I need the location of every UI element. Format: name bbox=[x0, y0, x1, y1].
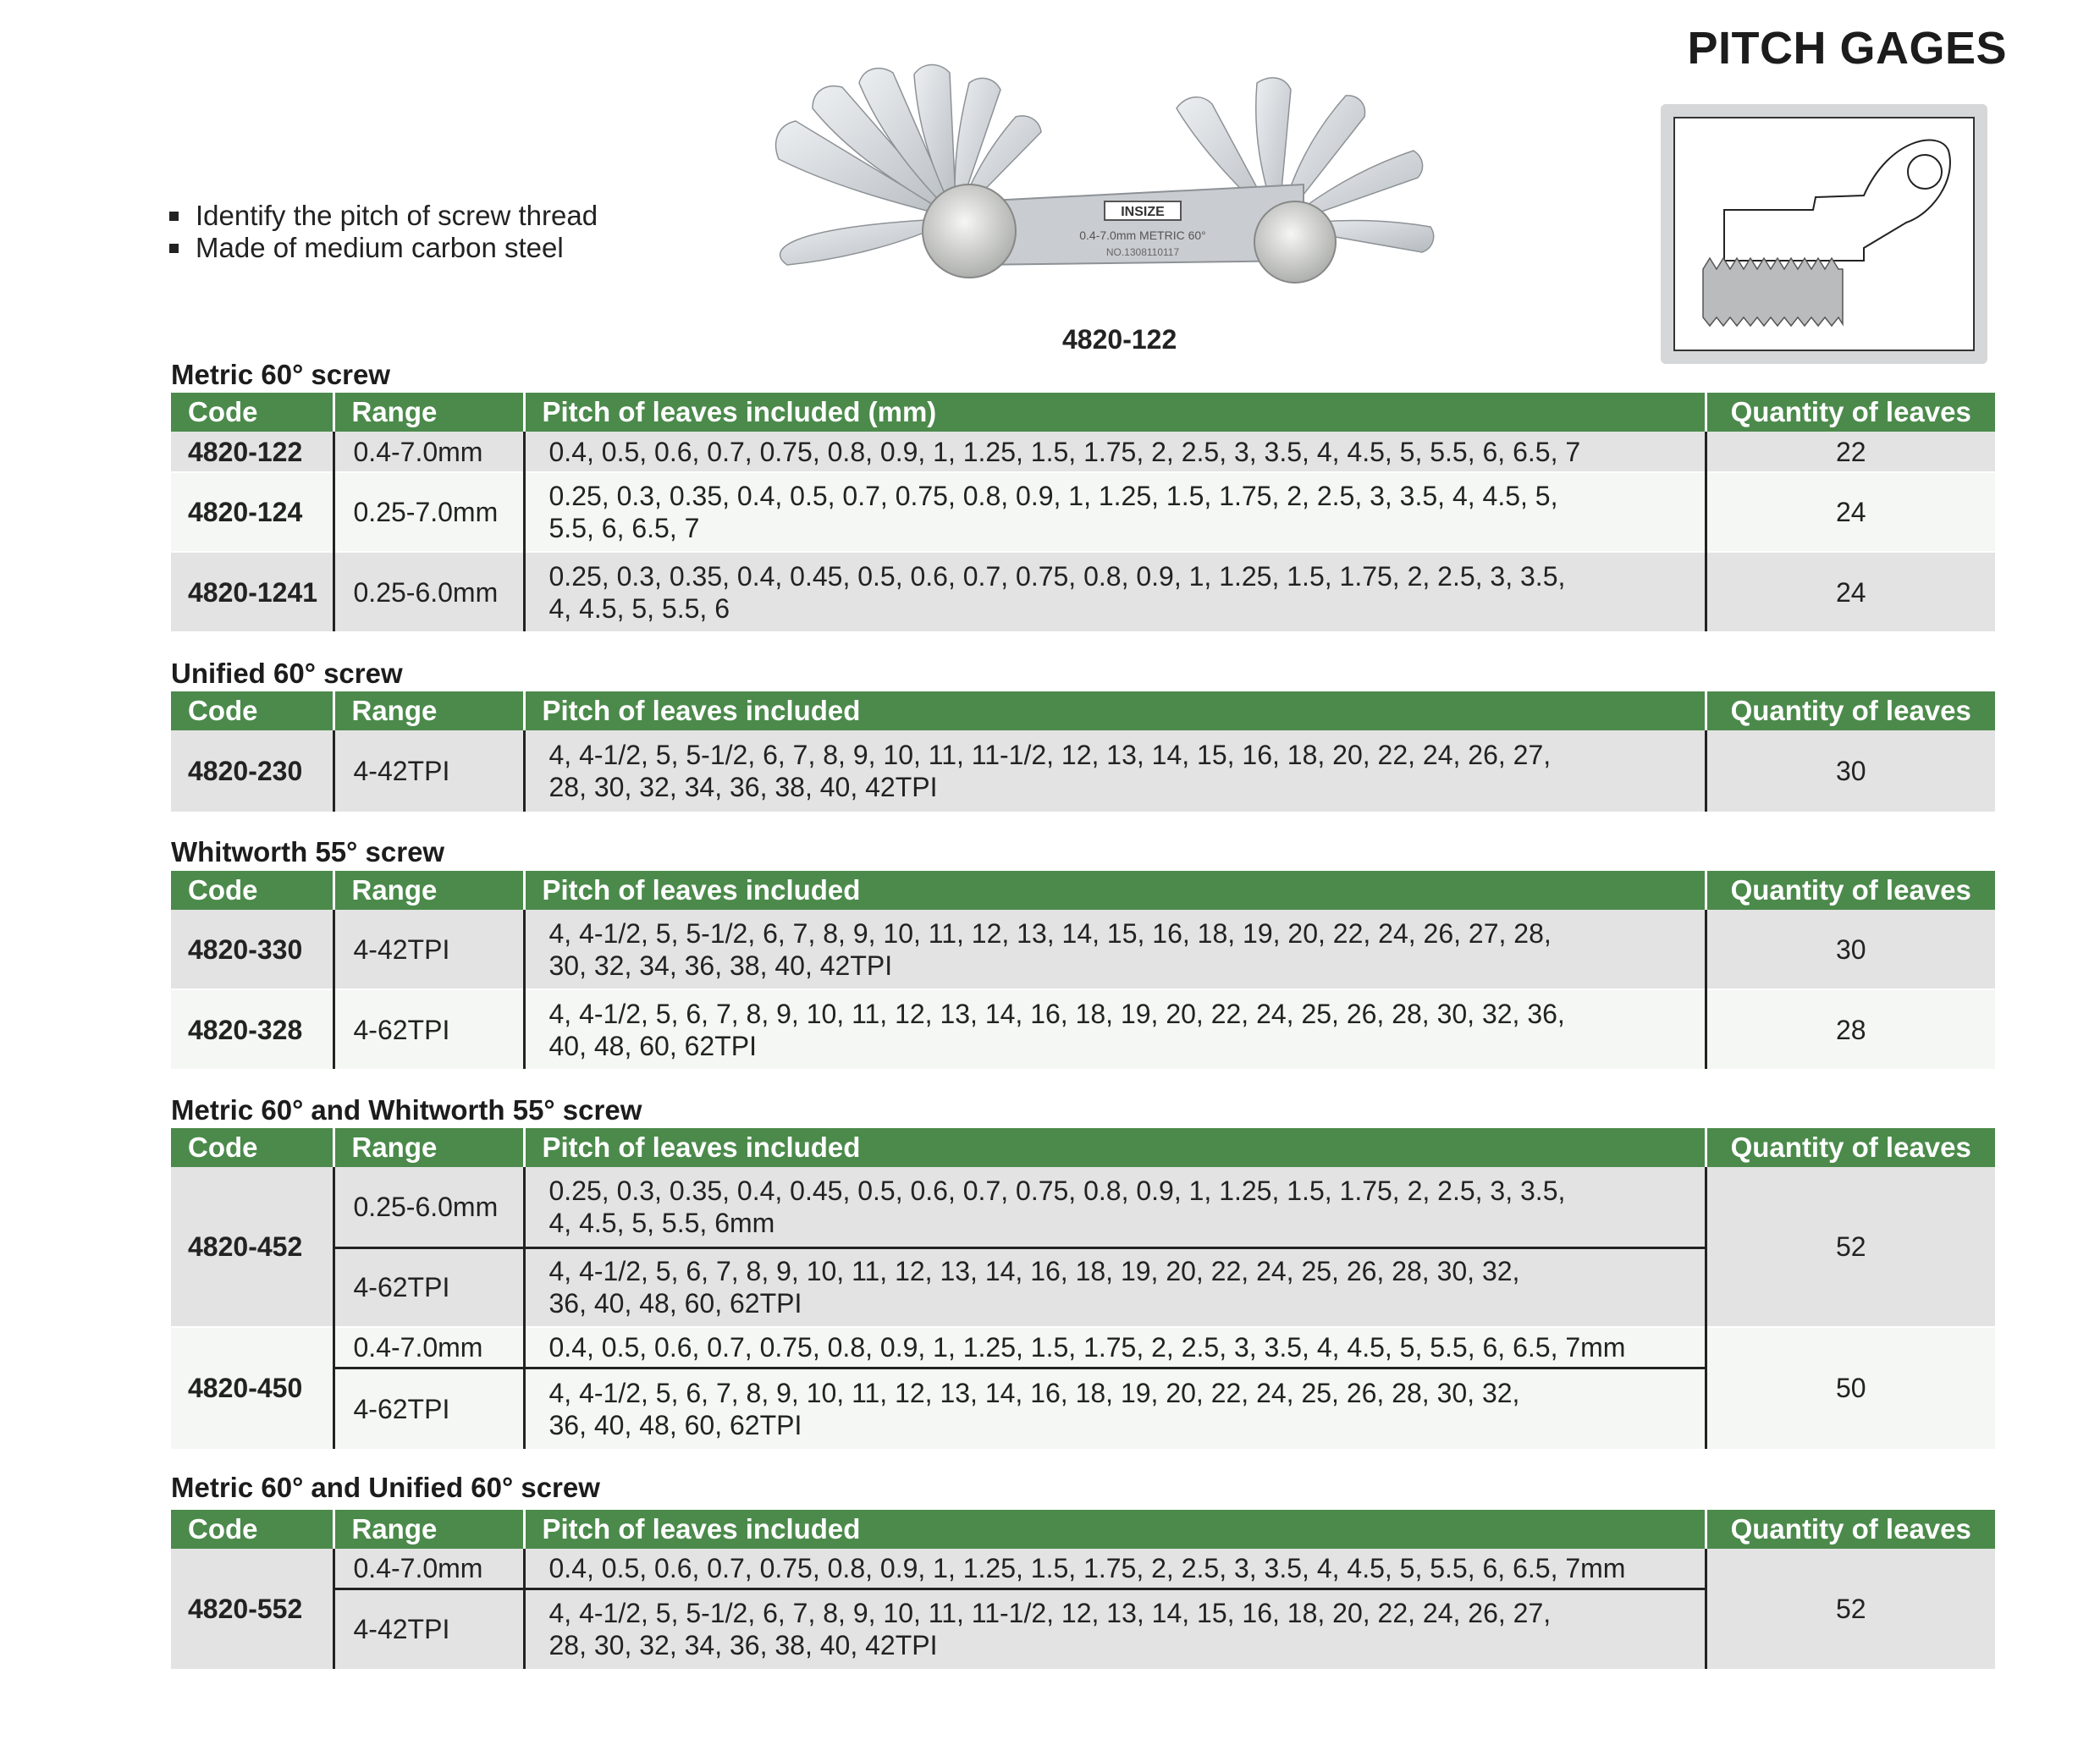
section-title-whitworth: Whitworth 55° screw bbox=[171, 836, 445, 867]
header-code: Code bbox=[171, 393, 333, 432]
table-header: Code Range Pitch of leaves included Quantity of leaves bbox=[171, 871, 1995, 910]
table-row: 4820-452 0.25-6.0mm 0.25, 0.3, 0.35, 0.4, 0.45, 0.5, 0.6, 0.7, 0.75, 0.8, 0.9, 1, 1.25, 1.5, 1.75, 2, 2.5, 3, 3.5, 4, 4.5, 5, 5.5, 6mm 52 bbox=[171, 1167, 1995, 1247]
table-row: 4-62TPI 4, 4-1/2, 5, 6, 7, 8, 9, 10, 11, 12, 13, 14, 16, 18, 19, 20, 22, 24, 25, 26, 28, 30, 32, 36, 40, 48, 60, 62TPI bbox=[171, 1247, 1995, 1327]
left-knob bbox=[923, 184, 1016, 278]
section-title-unified: Unified 60° screw bbox=[171, 658, 403, 689]
table-row: 4820-230 4-42TPI 4, 4-1/2, 5, 5-1/2, 6, 7, 8, 9, 10, 11, 11-1/2, 12, 13, 14, 15, 16, 18, 20, 22, 24, 26, 27, 28, 30, 32, 34, 36, 38, 40, 42TPI 30 bbox=[171, 730, 1995, 812]
hanging-hole bbox=[1908, 155, 1942, 189]
right-knob bbox=[1254, 201, 1336, 283]
brand-text: INSIZE bbox=[1121, 205, 1165, 219]
table-row: 4-42TPI 4, 4-1/2, 5, 5-1/2, 6, 7, 8, 9, 10, 11, 11-1/2, 12, 13, 14, 15, 16, 18, 20, 22, 24, 26, 27, 28, 30, 32, 34, 36, 38, 40, 42TPI bbox=[171, 1589, 1995, 1669]
table-row: 4820-450 0.4-7.0mm 0.4, 0.5, 0.6, 0.7, 0.75, 0.8, 0.9, 1, 1.25, 1.5, 1.75, 2, 2.5, 3, 3.5, 4, 4.5, 5, 5.5, 6, 6.5, 7mm 50 bbox=[171, 1327, 1995, 1368]
header-qty: Quantity of leaves bbox=[1706, 393, 1995, 432]
feature-item: Identify the pitch of screw thread bbox=[169, 200, 598, 232]
metric-table bbox=[171, 393, 1995, 631]
table-header: Code Range Pitch of leaves included Quantity of leaves bbox=[171, 1128, 1995, 1167]
section-title-metric-whitworth: Metric 60° and Whitworth 55° screw bbox=[171, 1094, 642, 1126]
table-row: 4-62TPI 4, 4-1/2, 5, 6, 7, 8, 9, 10, 11, 12, 13, 14, 16, 18, 19, 20, 22, 24, 25, 26, 28, 30, 32, 36, 40, 48, 60, 62TPI bbox=[171, 1368, 1995, 1449]
feature-list bbox=[169, 200, 598, 264]
table-row: 4820-1241 0.25-6.0mm 0.25, 0.3, 0.35, 0.4, 0.45, 0.5, 0.6, 0.7, 0.75, 0.8, 0.9, 1, 1.25, 1.5, 1.75, 2, 2.5, 3, 3.5, 4, 4.5, 5, 5.5, 6 24 bbox=[171, 552, 1995, 631]
table-row: 4820-552 0.4-7.0mm 0.4, 0.5, 0.6, 0.7, 0.75, 0.8, 0.9, 1, 1.25, 1.5, 1.75, 2, 2.5, 3, 3.5, 4, 4.5, 5, 5.5, 6, 6.5, 7mm 52 bbox=[171, 1549, 1995, 1589]
table-row: 4820-328 4-62TPI 4, 4-1/2, 5, 6, 7, 8, 9, 10, 11, 12, 13, 14, 16, 18, 19, 20, 22, 24, 25, 26, 28, 30, 32, 36, 40, 48, 60, 62TPI 28 bbox=[171, 989, 1995, 1069]
feature-item: Made of medium carbon steel bbox=[169, 232, 598, 264]
header-range: Range bbox=[333, 393, 524, 432]
unified-table bbox=[171, 691, 1995, 812]
whitworth-table bbox=[171, 871, 1995, 1069]
bullet-icon bbox=[169, 244, 179, 253]
label-line-2: NO.1308110117 bbox=[1105, 246, 1180, 258]
table-header: Code Range Pitch of leaves included Quantity of leaves bbox=[171, 1510, 1995, 1549]
label-line-1: 0.4-7.0mm METRIC 60° bbox=[1079, 229, 1206, 242]
pitch-gage-diagram bbox=[1661, 104, 1987, 364]
header-pitch: Pitch of leaves included (mm) bbox=[524, 393, 1706, 432]
table-header bbox=[171, 393, 1995, 432]
table-header: Code Range Pitch of leaves included Quantity of leaves bbox=[171, 691, 1995, 730]
photo-caption: 4820-122 bbox=[1062, 324, 1177, 355]
product-photo bbox=[762, 58, 1490, 311]
metric-unified-table bbox=[171, 1510, 1995, 1669]
page-title: PITCH GAGES bbox=[1687, 23, 2007, 74]
metric-whitworth-table bbox=[171, 1128, 1995, 1449]
section-title-metric: Metric 60° screw bbox=[171, 359, 391, 390]
table-row: 4820-122 0.4-7.0mm 0.4, 0.5, 0.6, 0.7, 0.75, 0.8, 0.9, 1, 1.25, 1.5, 1.75, 2, 2.5, 3, 3.5, 4, 4.5, 5, 5.5, 6, 6.5, 7 22 bbox=[171, 432, 1995, 472]
table-row: 4820-330 4-42TPI 4, 4-1/2, 5, 5-1/2, 6, 7, 8, 9, 10, 11, 12, 13, 14, 15, 16, 18, 19, 20, 22, 24, 26, 27, 28, 30, 32, 34, 36, 38, 40, 42TPI 30 bbox=[171, 910, 1995, 989]
section-title-metric-unified: Metric 60° and Unified 60° screw bbox=[171, 1472, 600, 1503]
threaded-part bbox=[1703, 258, 1843, 326]
table-row: 4820-124 0.25-7.0mm 0.25, 0.3, 0.35, 0.4, 0.5, 0.7, 0.75, 0.8, 0.9, 1, 1.25, 1.5, 1.75, 2, 2.5, 3, 3.5, 4, 4.5, 5, 5.5, 6, 6.5, 7 24 bbox=[171, 472, 1995, 552]
bullet-icon bbox=[169, 212, 179, 221]
